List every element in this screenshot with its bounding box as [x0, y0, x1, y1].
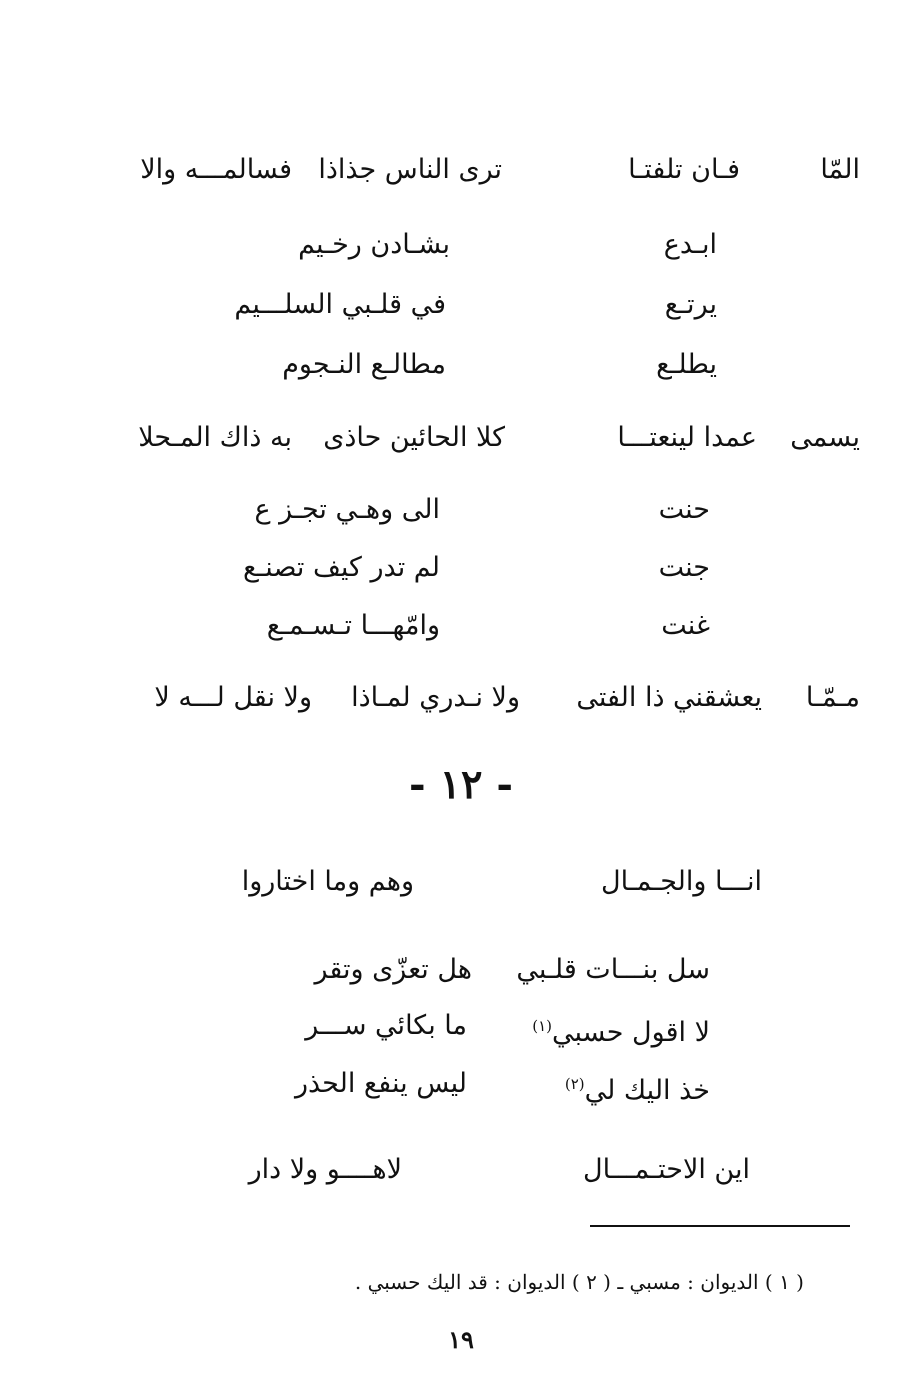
verse-4-a: يطلـع: [656, 349, 717, 380]
verse-2-b: بشـادن رخـيم: [298, 229, 450, 260]
verse-7-b: لم تدر كيف تصنـع: [243, 552, 440, 583]
verse-6-a: حنت: [658, 494, 710, 525]
verse-14-a: اين الاحتـمـــال: [583, 1154, 750, 1185]
verse-13-a: [565, 1064, 710, 1111]
verse-5-d: به ذاك المـحلا: [138, 422, 292, 453]
verse-14-b: لاهــــو ولا دار: [248, 1154, 402, 1185]
verse-3-b: في قلـبي السلـــيم: [234, 289, 446, 320]
footnote-rule: [590, 1225, 850, 1227]
verse-9-b: يعشقني ذا الفتى: [576, 682, 762, 713]
verse-8-b: وامّهـــا تـسـمـع: [266, 610, 440, 641]
verse-12-b: ما بكائي ســـر: [305, 1010, 467, 1041]
verse-10-a: انـــا والجـمـال: [600, 866, 762, 897]
verse-13-text: خذ اليك لي: [584, 1075, 710, 1106]
footnote-ref-1: (١): [532, 1017, 553, 1035]
verse-3-a: يرتـع: [664, 289, 717, 320]
verse-11-b: هل تعزّى وتقر: [314, 954, 472, 985]
verse-9-c: ولا نـدري لمـاذا: [351, 682, 520, 713]
verse-7-a: جنت: [658, 552, 710, 583]
verse-5-a: يسمى: [790, 422, 860, 453]
verse-13-b: ليس ينفع الحذر: [294, 1068, 467, 1099]
page-number: ١٩: [448, 1325, 474, 1354]
verse-8-a: غنت: [661, 610, 710, 641]
verse-4-b: مطالـع النـجوم: [282, 349, 446, 380]
verse-1-b: فـان تلفتـا: [628, 154, 740, 185]
verse-12-text: لا اقول حسبي: [552, 1017, 710, 1048]
footnote: ( ١ ) الديوان : مسبي ـ ( ٢ ) الديوان : قد اليك حسبي .: [354, 1270, 804, 1294]
verse-5-b: عمدا لينعتـــا: [617, 422, 757, 453]
verse-10-b: وهم وما اختاروا: [241, 866, 414, 897]
section-number: - ١٢ -: [408, 761, 514, 808]
verse-9-d: ولا نقل لـــه لا: [154, 682, 312, 713]
verse-1-d: فسالمـــه والا: [140, 154, 292, 185]
verse-1-c: ترى الناس جذاذا: [318, 154, 502, 185]
verse-12-a: [532, 1006, 710, 1053]
verse-1-a: المّا: [820, 154, 860, 185]
verse-6-b: الى وهـي تجـز ع: [254, 494, 440, 525]
verse-2-a: ابـدع: [663, 229, 717, 260]
footnote-ref-2: (٢): [564, 1075, 585, 1093]
verse-11-a: سل بنـــات قلـبي: [516, 954, 710, 985]
verse-5-c: كلا الحائين حاذى: [323, 422, 505, 453]
verse-9-a: مـمّـا: [805, 682, 860, 713]
